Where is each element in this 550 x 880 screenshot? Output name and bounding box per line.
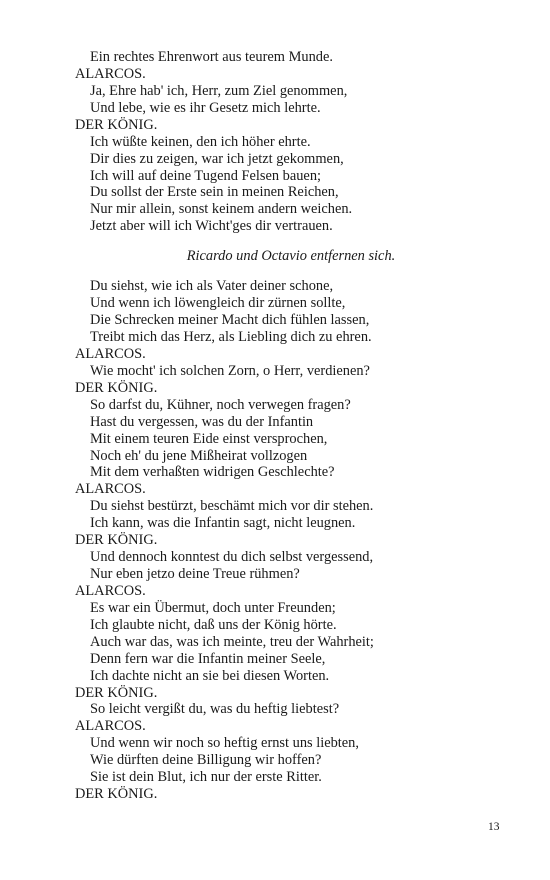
verse-line: So leicht vergißt du, was du heftig liebtest? — [90, 701, 340, 718]
speaker-name: DER KÖNIG. — [75, 116, 158, 133]
verse-line: Dir dies zu zeigen, war ich jetzt gekommen, — [90, 150, 344, 167]
verse-line: Es war ein Übermut, doch unter Freunden; — [90, 599, 336, 616]
verse-line: Ja, Ehre hab' ich, Herr, zum Ziel genommen, — [90, 82, 348, 99]
speaker-name: ALARCOS. — [75, 481, 146, 498]
verse-line: Wie dürften deine Billigung wir hoffen? — [90, 752, 322, 769]
speaker-name: DER KÖNIG. — [75, 532, 158, 549]
verse-line: Hast du vergessen, was du der Infantin — [90, 413, 314, 430]
speaker-name: ALARCOS. — [75, 65, 146, 82]
verse-line: Nur mir allein, sonst keinem andern weichen. — [90, 201, 353, 218]
verse-line: Ich glaubte nicht, daß uns der König hörte. — [90, 616, 337, 633]
verse-line: Und wenn wir noch so heftig ernst uns liebten, — [90, 735, 359, 752]
verse-line: Nur eben jetzo deine Treue rühmen? — [90, 566, 300, 582]
verse-line: Und wenn ich löwengleich dir zürnen sollte, — [90, 295, 346, 312]
verse-line: Und lebe, wie es ihr Gesetz mich lehrte. — [90, 99, 321, 116]
verse-line: Du sollst der Erste sein in meinen Reichen, — [90, 184, 339, 201]
speaker-name: ALARCOS. — [75, 582, 146, 599]
verse-line: Auch war das, was ich meinte, treu der Wahrheit; — [90, 633, 374, 650]
verse-line: Mit einem teuren Eide einst versprochen, — [90, 430, 328, 447]
verse-line: Treibt mich das Herz, als Liebling dich zu ehren. — [90, 329, 372, 345]
stage-direction: Ricardo und Octavio entfernen sich. — [186, 248, 396, 265]
verse-line: Mit dem verhaßten widrigen Geschlechte? — [90, 464, 335, 481]
speaker-name: DER KÖNIG. — [75, 379, 158, 396]
verse-line: Ich wüßte keinen, den ich höher ehrte. — [90, 133, 311, 150]
speaker-name: ALARCOS. — [75, 345, 146, 362]
verse-line: Und dennoch konntest du dich selbst vergessend, — [90, 549, 374, 565]
page-number: 13 — [488, 821, 500, 833]
verse-line: Ich will auf deine Tugend Felsen bauen; — [90, 167, 322, 184]
verse-line: Denn fern war die Infantin meiner Seele, — [90, 650, 326, 667]
verse-line: Ich dachte nicht an sie bei diesen Worten. — [90, 667, 330, 684]
speaker-name: DER KÖNIG. — [75, 684, 158, 701]
speaker-name: ALARCOS. — [75, 718, 146, 735]
verse-line: Jetzt aber will ich Wicht'ges dir vertrauen. — [90, 218, 333, 235]
verse-line: Du siehst, wie ich als Vater deiner schone, — [90, 278, 334, 295]
verse-line: Sie ist dein Blut, ich nur der erste Ritter. — [90, 769, 322, 786]
verse-line: Wie mocht' ich solchen Zorn, o Herr, verdienen? — [90, 362, 370, 379]
verse-line: Du siehst bestürzt, beschämt mich vor dir stehen. — [90, 498, 374, 515]
speaker-name: DER KÖNIG. — [75, 786, 158, 803]
verse-line: Ein rechtes Ehrenwort aus teurem Munde. — [90, 49, 333, 65]
verse-line: So darfst du, Kühner, noch verwegen fragen? — [90, 396, 351, 413]
verse-line: Ich kann, was die Infantin sagt, nicht leugnen. — [90, 515, 356, 532]
verse-line: Die Schrecken meiner Macht dich fühlen lassen, — [90, 312, 370, 328]
verse-line: Noch eh' du jene Mißheirat vollzogen — [90, 447, 308, 464]
